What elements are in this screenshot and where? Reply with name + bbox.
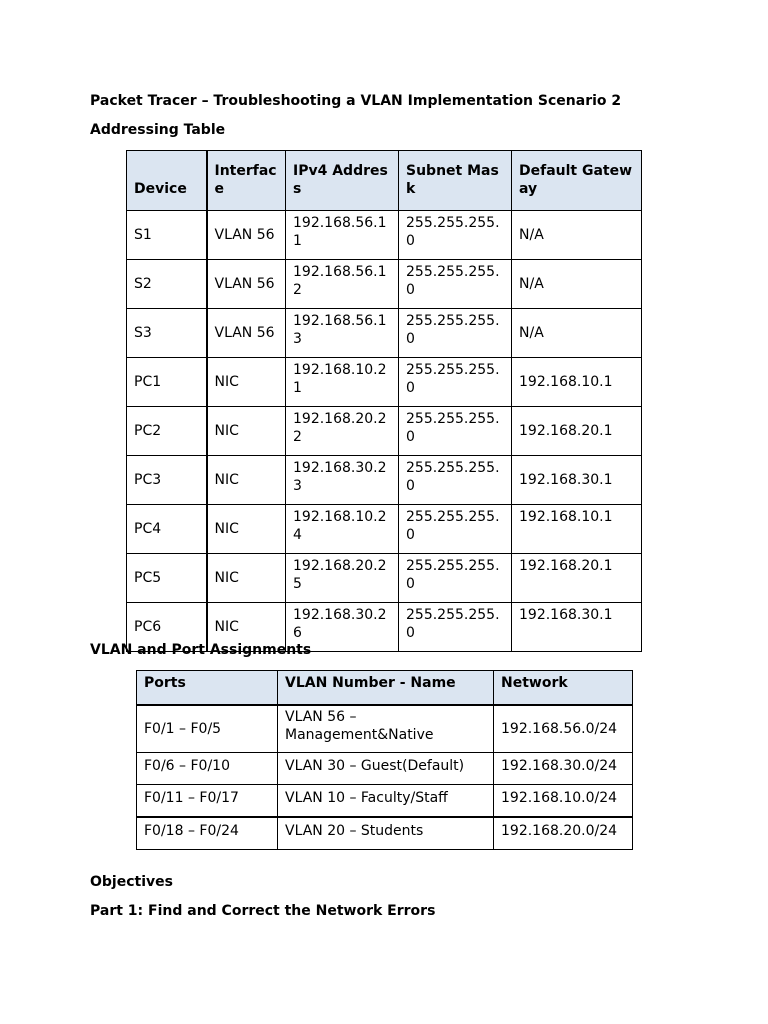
vlan-port-table [136, 670, 633, 850]
ports-cell: F0/18 – F0/24 [137, 817, 278, 850]
header-ports: Ports [137, 671, 278, 706]
table-row [127, 211, 642, 260]
ipv4-cell: 192.168.20.22 [286, 407, 399, 456]
device-cell: S2 [127, 260, 207, 309]
interface-cell: VLAN 56 [207, 309, 286, 358]
device-cell: S3 [127, 309, 207, 358]
device-cell: S1 [127, 211, 207, 260]
document-title: Packet Tracer – Troubleshooting a VLAN Implementation Scenario 2 [90, 93, 622, 109]
gateway-cell: 192.168.20.1 [512, 554, 642, 603]
ipv4-cell: 192.168.56.13 [286, 309, 399, 358]
addressing-table [126, 150, 642, 652]
network-cell: 192.168.10.0/24 [494, 785, 633, 818]
interface-cell: NIC [207, 407, 286, 456]
mask-cell: 255.255.255.0 [399, 505, 512, 554]
mask-cell: 255.255.255.0 [399, 603, 512, 652]
ports-cell: F0/6 – F0/10 [137, 753, 278, 785]
addressing-table-heading: Addressing Table [90, 122, 226, 138]
vlan-cell: VLAN 20 – Students [278, 817, 494, 850]
gateway-cell: N/A [512, 309, 642, 358]
vlan-cell [278, 705, 494, 753]
table-row [127, 358, 642, 407]
table-row [127, 260, 642, 309]
table-row [127, 554, 642, 603]
gateway-cell: 192.168.10.1 [512, 505, 642, 554]
table-row [137, 705, 633, 753]
interface-cell: NIC [207, 554, 286, 603]
addressing-table-header-row [127, 151, 642, 211]
ipv4-cell: 192.168.56.11 [286, 211, 399, 260]
interface-cell: NIC [207, 456, 286, 505]
gateway-cell: N/A [512, 260, 642, 309]
table-row [127, 407, 642, 456]
device-cell: PC6 [127, 603, 207, 652]
table-row [127, 456, 642, 505]
mask-cell: 255.255.255.0 [399, 456, 512, 505]
ipv4-cell: 192.168.30.23 [286, 456, 399, 505]
gateway-cell: 192.168.30.1 [512, 456, 642, 505]
ports-cell: F0/11 – F0/17 [137, 785, 278, 818]
gateway-cell: 192.168.30.1 [512, 603, 642, 652]
header-ipv4-address: IPv4 Address [286, 151, 399, 211]
device-cell: PC3 [127, 456, 207, 505]
header-network: Network [494, 671, 633, 706]
ipv4-cell: 192.168.30.26 [286, 603, 399, 652]
mask-cell: 255.255.255.0 [399, 358, 512, 407]
mask-cell: 255.255.255.0 [399, 407, 512, 456]
table-row [137, 753, 633, 785]
gateway-cell: N/A [512, 211, 642, 260]
vlan-cell: VLAN 30 – Guest(Default) [278, 753, 494, 785]
header-vlan-number-name: VLAN Number - Name [278, 671, 494, 706]
vlan-table-heading: VLAN and Port Assignments [90, 642, 312, 658]
ipv4-cell: 192.168.10.21 [286, 358, 399, 407]
gateway-cell: 192.168.20.1 [512, 407, 642, 456]
network-cell: 192.168.20.0/24 [494, 817, 633, 850]
header-device: Device [127, 151, 207, 211]
header-default-gateway: Default Gateway [512, 151, 642, 211]
mask-cell: 255.255.255.0 [399, 211, 512, 260]
network-cell: 192.168.30.0/24 [494, 753, 633, 785]
part1-heading: Part 1: Find and Correct the Network Errors [90, 903, 436, 919]
interface-cell: NIC [207, 505, 286, 554]
device-cell: PC1 [127, 358, 207, 407]
vlan-name-line: VLAN 56 – [285, 709, 357, 725]
mask-cell: 255.255.255.0 [399, 260, 512, 309]
table-row [137, 785, 633, 818]
interface-cell: VLAN 56 [207, 211, 286, 260]
vlan-cell: VLAN 10 – Faculty/Staff [278, 785, 494, 818]
vlan-name-line: Management&Native [285, 727, 434, 743]
interface-cell: NIC [207, 358, 286, 407]
device-cell: PC5 [127, 554, 207, 603]
device-cell: PC4 [127, 505, 207, 554]
interface-cell: NIC [207, 603, 286, 652]
header-interface: Interface [207, 151, 286, 211]
ipv4-cell: 192.168.10.24 [286, 505, 399, 554]
mask-cell: 255.255.255.0 [399, 554, 512, 603]
interface-cell: VLAN 56 [207, 260, 286, 309]
vlan-table-header-row [137, 671, 633, 706]
table-row [137, 817, 633, 850]
ports-cell: F0/1 – F0/5 [137, 705, 278, 753]
ipv4-cell: 192.168.56.12 [286, 260, 399, 309]
network-cell: 192.168.56.0/24 [494, 705, 633, 753]
objectives-heading: Objectives [90, 874, 173, 890]
mask-cell: 255.255.255.0 [399, 309, 512, 358]
gateway-cell: 192.168.10.1 [512, 358, 642, 407]
ipv4-cell: 192.168.20.25 [286, 554, 399, 603]
table-row [127, 505, 642, 554]
table-row [127, 309, 642, 358]
header-subnet-mask: Subnet Mask [399, 151, 512, 211]
device-cell: PC2 [127, 407, 207, 456]
